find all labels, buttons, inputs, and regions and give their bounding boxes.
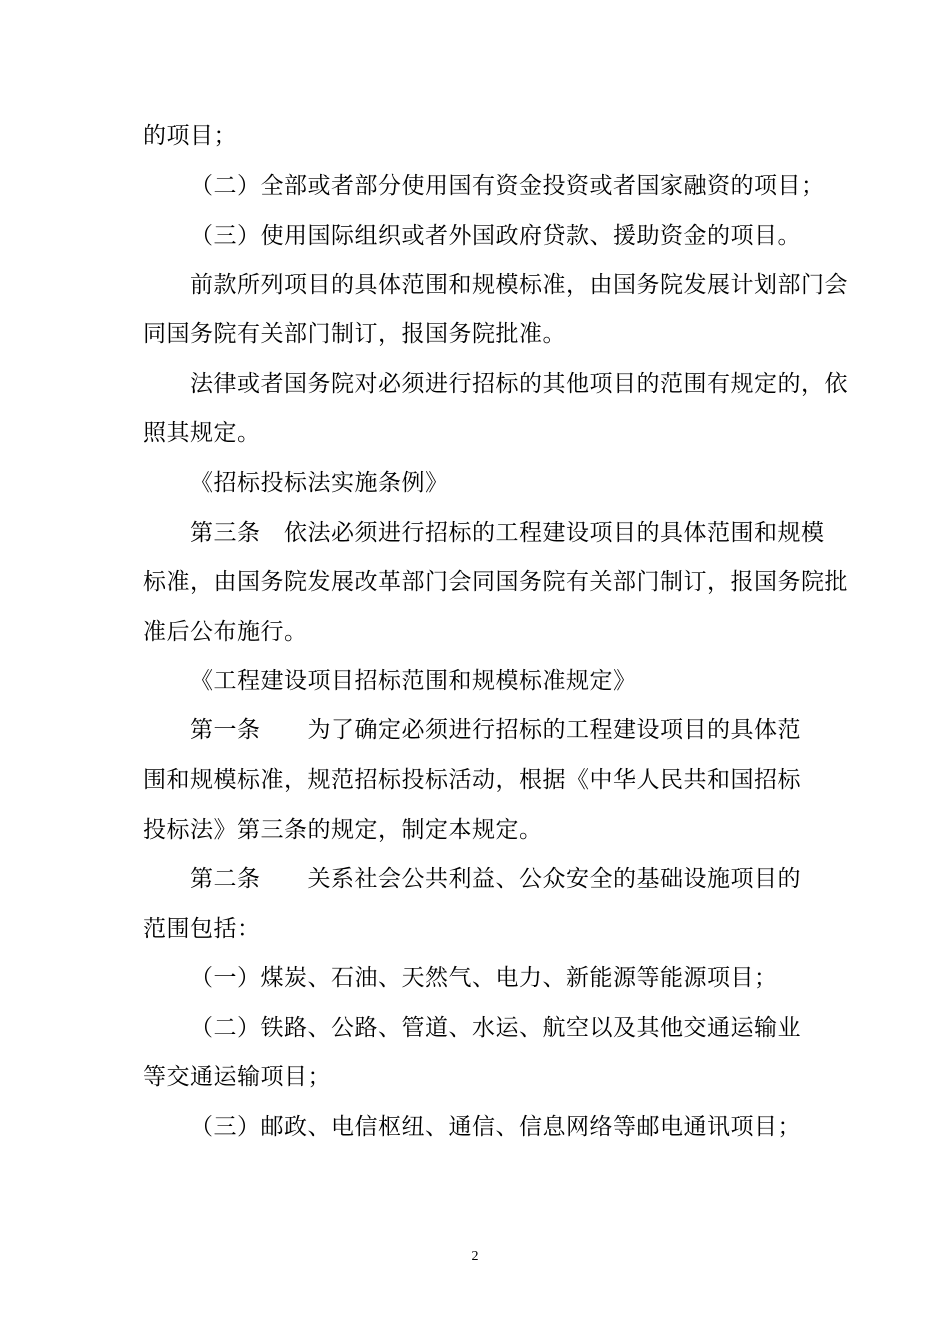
article-line: 第一条 为了确定必须进行招标的工程建设项目的具体范 (190, 717, 801, 743)
text-line: 法律或者国务院对必须进行招标的其他项目的范围有规定的，依 (190, 371, 848, 397)
list-item: （一）煤炭、石油、天然气、电力、新能源等能源项目； (190, 965, 778, 991)
law-title: 《招标投标法实施条例》 (190, 470, 449, 496)
text-line: 投标法》第三条的规定，制定本规定。 (143, 817, 543, 843)
article-line: 第三条 依法必须进行招标的工程建设项目的具体范围和规模 (190, 520, 825, 546)
text-line: 前款所列项目的具体范围和规模标准，由国务院发展计划部门会 (190, 272, 848, 298)
article-line: 第二条 关系社会公共利益、公众安全的基础设施项目的 (190, 866, 801, 892)
list-item: （三）邮政、电信枢纽、通信、信息网络等邮电通讯项目； (190, 1114, 801, 1140)
page-number: 2 (471, 1249, 479, 1264)
law-title: 《工程建设项目招标范围和规模标准规定》 (190, 668, 637, 694)
text-line: 照其规定。 (143, 420, 261, 446)
text-line: 同国务院有关部门制订，报国务院批准。 (143, 321, 566, 347)
text-line: 的项目； (143, 123, 237, 149)
text-line: 等交通运输项目； (143, 1064, 331, 1090)
text-line: （三）使用国际组织或者外国政府贷款、援助资金的项目。 (190, 223, 801, 249)
text-line: 标准，由国务院发展改革部门会同国务院有关部门制订，报国务院批 (143, 569, 848, 595)
text-line: 范围包括： (143, 916, 261, 942)
text-line: （二）全部或者部分使用国有资金投资或者国家融资的项目； (190, 173, 825, 199)
text-line: 准后公布施行。 (143, 619, 308, 645)
list-item: （二）铁路、公路、管道、水运、航空以及其他交通运输业 (190, 1015, 801, 1041)
text-line: 围和规模标准，规范招标投标活动，根据《中华人民共和国招标 (143, 767, 801, 793)
